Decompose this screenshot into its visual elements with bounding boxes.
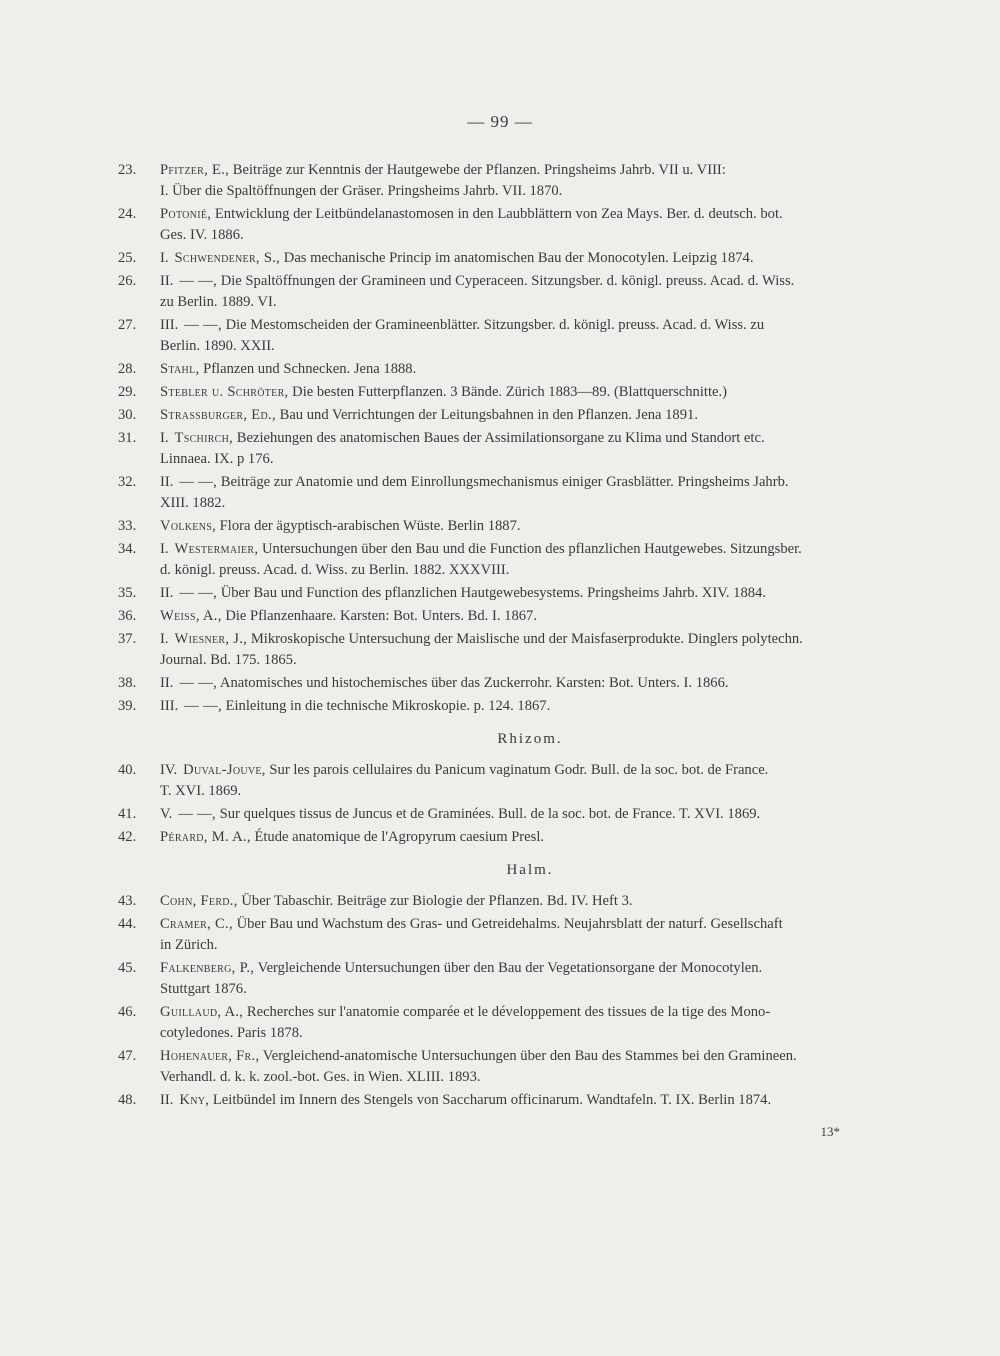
entry-continuation: in Zürich.: [160, 937, 218, 953]
entry-title: Étude anatomique de l'Agropyrum caesium Presl.: [250, 829, 545, 845]
entry-continuation: cotyledones. Paris 1878.: [160, 1025, 303, 1041]
entry-roman-index: II.: [160, 1092, 174, 1108]
section-1: [0, 760, 1000, 848]
entry-roman-index: I.: [160, 541, 169, 557]
entry-number: 28.: [118, 361, 137, 377]
entry-roman-index: I.: [160, 430, 169, 446]
entry-author: — —,: [178, 806, 216, 822]
reference-entry: [0, 760, 925, 802]
entry-title: Die Spaltöffnungen der Gramineen und Cyperaceen. Sitzungsber. d. königl. preuss. Acad. d. Wiss.: [217, 273, 795, 289]
reference-entry: [0, 315, 925, 357]
entry-number: 33.: [118, 518, 137, 534]
reference-entry: [0, 472, 925, 514]
entry-title: Anatomisches und histochemisches über das Zuckerrohr. Karsten: Bot. Unters. I. 1866.: [217, 675, 729, 691]
reference-entry: [0, 673, 925, 694]
reference-entry: [0, 539, 925, 581]
entry-number: 42.: [118, 829, 137, 845]
entry-title: Vergleichende Untersuchungen über den Bau der Vegetationsorgane der Monocotylen.: [254, 960, 763, 976]
entry-continuation: Ges. IV. 1886.: [160, 227, 244, 243]
entry-author: Stebler u. Schröter,: [160, 384, 289, 400]
entry-continuation: d. königl. preuss. Acad. d. Wiss. zu Berlin. 1882. XXXVIII.: [160, 562, 510, 578]
entry-continuation: Journal. Bd. 175. 1865.: [160, 652, 297, 668]
reference-entry: [0, 696, 925, 717]
reference-entry: [0, 606, 925, 627]
entry-roman-index: IV.: [160, 762, 178, 778]
entry-author: Kny,: [179, 1092, 210, 1108]
entry-title: Das mechanische Princip im anatomischen Bau der Monocotylen. Leipzig 1874.: [280, 250, 754, 266]
entry-continuation: Verhandl. d. k. k. zool.-bot. Ges. in Wien. XLIII. 1893.: [160, 1069, 481, 1085]
entry-number: 25.: [118, 250, 137, 266]
reference-entry: [0, 583, 925, 604]
section-0: [0, 160, 1000, 717]
entry-title: Sur quelques tissus de Juncus et de Graminées. Bull. de la soc. bot. de France. T. XVI. 1869.: [216, 806, 761, 822]
reference-entry: [0, 248, 925, 269]
entry-roman-index: II.: [160, 273, 174, 289]
entry-number: 40.: [118, 762, 137, 778]
entry-number: 27.: [118, 317, 137, 333]
entry-author: — —,: [179, 273, 218, 289]
signature-mark: 13*: [820, 1124, 840, 1139]
entry-author: Cramer, C.,: [160, 916, 233, 932]
entry-author: Weiss, A.,: [160, 608, 222, 624]
reference-entry: [0, 1002, 925, 1044]
entry-roman-index: II.: [160, 675, 174, 691]
entry-title: Einleitung in die technische Mikroskopie. p. 124. 1867.: [221, 698, 551, 714]
entry-number: 26.: [118, 273, 137, 289]
entry-author: Wiesner, J.,: [174, 631, 248, 647]
entry-roman-index: II.: [160, 585, 174, 601]
reference-entry: [0, 958, 925, 1000]
reference-entry: [0, 629, 925, 671]
entry-author: — —,: [184, 698, 222, 714]
entry-author: — —,: [179, 675, 218, 691]
reference-entry: [0, 827, 925, 848]
section-heading-rhizom: Rhizom.: [497, 731, 563, 747]
entry-author: Tschirch,: [174, 430, 234, 446]
entry-title: Untersuchungen über den Bau und die Function des pflanzlichen Hautgewebes. Sitzungsber.: [258, 541, 802, 557]
entry-title: Bau und Verrichtungen der Leitungsbahnen in den Pflanzen. Jena 1891.: [275, 407, 698, 423]
entry-title: Sur les parois cellulaires du Panicum vaginatum Godr. Bull. de la soc. bot. de France.: [265, 762, 769, 778]
entry-author: Schwendener, S.,: [174, 250, 281, 266]
entry-title: Pflanzen und Schnecken. Jena 1888.: [199, 361, 417, 377]
entry-title: Die Pflanzenhaare. Karsten: Bot. Unters. Bd. I. 1867.: [221, 608, 537, 624]
entry-title: Über Tabaschir. Beiträge zur Biologie der Pflanzen. Bd. IV. Heft 3.: [237, 893, 633, 909]
entry-number: 47.: [118, 1048, 137, 1064]
entry-number: 41.: [118, 806, 137, 822]
entry-number: 23.: [118, 162, 137, 178]
entry-number: 44.: [118, 916, 137, 932]
entry-roman-index: III.: [160, 698, 179, 714]
reference-entry: [0, 204, 925, 246]
entry-continuation: I. Über die Spaltöffnungen der Gräser. Pringsheims Jahrb. VII. 1870.: [160, 183, 563, 199]
entry-roman-index: II.: [160, 474, 174, 490]
reference-entry: [0, 160, 925, 202]
entry-author: Volkens,: [160, 518, 217, 534]
entry-number: 34.: [118, 541, 137, 557]
entry-title: Die besten Futterpflanzen. 3 Bände. Zürich 1883—89. (Blattquerschnitte.): [288, 384, 728, 400]
entry-roman-index: I.: [160, 631, 169, 647]
entry-number: 36.: [118, 608, 137, 624]
reference-entry: [0, 1090, 925, 1111]
entry-number: 32.: [118, 474, 137, 490]
reference-entry: [0, 359, 925, 380]
entry-author: Pérard, M. A.,: [160, 829, 251, 845]
reference-entry: [0, 1046, 925, 1088]
bibliography: [0, 160, 1000, 1111]
entry-author: Hohenauer, Fr.,: [160, 1048, 260, 1064]
reference-entry: [0, 405, 925, 426]
reference-entry: [0, 804, 925, 825]
entry-number: 43.: [118, 893, 137, 909]
entry-author: Guillaud, A.,: [160, 1004, 244, 1020]
entry-title: Über Bau und Function des pflanzlichen Hautgewebesystems. Pringsheims Jahrb. XIV. 1884.: [217, 585, 766, 601]
entry-number: 48.: [118, 1092, 137, 1108]
entry-roman-index: V.: [160, 806, 173, 822]
entry-author: Westermaier,: [174, 541, 259, 557]
entry-title: Recherches sur l'anatomie comparée et le développement des tissues de la tige des Mono-: [243, 1004, 771, 1020]
entry-continuation: Stuttgart 1876.: [160, 981, 247, 997]
reference-entry: [0, 271, 925, 313]
entry-author: Duval-Jouve,: [183, 762, 266, 778]
entry-roman-index: I.: [160, 250, 169, 266]
entry-author: Falkenberg, P.,: [160, 960, 255, 976]
reference-entry: [0, 382, 925, 403]
entry-title: Flora der ägyptisch-arabischen Wüste. Berlin 1887.: [216, 518, 521, 534]
entry-continuation: Linnaea. IX. p 176.: [160, 451, 274, 467]
entry-title: Vergleichend-anatomische Untersuchungen über den Bau des Stammes bei den Gramineen.: [259, 1048, 797, 1064]
entry-number: 35.: [118, 585, 137, 601]
reference-entry: [0, 516, 925, 537]
entry-number: 29.: [118, 384, 137, 400]
entry-author: Pfitzer, E.,: [160, 162, 230, 178]
entry-title: Die Mestomscheiden der Gramineenblätter. Sitzungsber. d. königl. preuss. Acad. d. Wiss. zu: [221, 317, 765, 333]
entry-title: Entwicklung der Leitbündelanastomosen in den Laubblättern von Zea Mays. Ber. d. deutsch. bot.: [211, 206, 783, 222]
section-heading-halm: Halm.: [506, 862, 554, 878]
entry-title: Über Bau und Wachstum des Gras- und Getreidehalms. Neujahrsblatt der naturf. Gesellschaft: [232, 916, 783, 932]
entry-title: Beiträge zur Kenntnis der Hautgewebe der Pflanzen. Pringsheims Jahrb. VII u. VIII:: [229, 162, 726, 178]
entry-number: 46.: [118, 1004, 137, 1020]
entry-number: 30.: [118, 407, 137, 423]
entry-author: — —,: [179, 474, 218, 490]
entry-number: 45.: [118, 960, 137, 976]
entry-continuation: Berlin. 1890. XXII.: [160, 338, 275, 354]
entry-number: 39.: [118, 698, 137, 714]
entry-author: Potonié,: [160, 206, 212, 222]
page-number: — 99 —: [467, 112, 533, 131]
entry-author: Strassburger, Ed.,: [160, 407, 276, 423]
entry-continuation: zu Berlin. 1889. VI.: [160, 294, 277, 310]
entry-number: 37.: [118, 631, 137, 647]
entry-title: Beiträge zur Anatomie und dem Einrollungsmechanismus einiger Grasblätter. Pringsheims Jahrb.: [217, 474, 789, 490]
entry-number: 31.: [118, 430, 137, 446]
entry-roman-index: III.: [160, 317, 179, 333]
entry-author: — —,: [184, 317, 222, 333]
entry-title: Leitbündel im Innern des Stengels von Saccharum officinarum. Wandtafeln. T. IX. Berlin 1874.: [209, 1092, 772, 1108]
entry-author: Stahl,: [160, 361, 200, 377]
entry-continuation: XIII. 1882.: [160, 495, 226, 511]
reference-entry: [0, 891, 925, 912]
entry-number: 24.: [118, 206, 137, 222]
entry-author: — —,: [179, 585, 218, 601]
entry-title: Mikroskopische Untersuchung der Maislische und der Maisfaserprodukte. Dinglers polytechn.: [247, 631, 803, 647]
entry-continuation: T. XVI. 1869.: [160, 783, 242, 799]
entry-number: 38.: [118, 675, 137, 691]
section-2: [0, 891, 1000, 1111]
reference-entry: [0, 914, 925, 956]
entry-title: Beziehungen des anatomischen Baues der Assimilationsorgane zu Klima und Standort etc.: [233, 430, 765, 446]
reference-entry: [0, 428, 925, 470]
entry-author: Cohn, Ferd.,: [160, 893, 238, 909]
